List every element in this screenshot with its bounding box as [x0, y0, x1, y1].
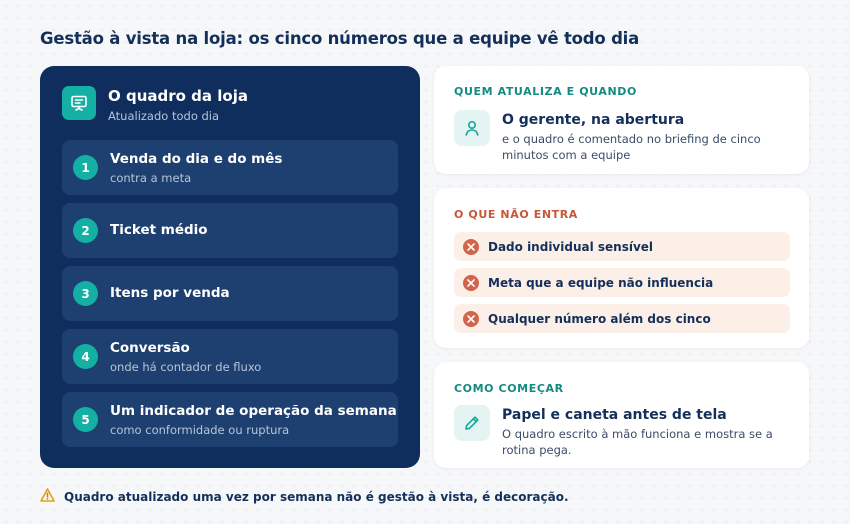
board-subtitle: Atualizado todo dia — [108, 109, 220, 123]
x-circle-icon — [463, 275, 479, 291]
x-circle-icon — [463, 239, 479, 255]
store-board-panel — [40, 66, 420, 468]
metric-item — [62, 140, 398, 195]
card-kicker: COMO COMEÇAR — [454, 382, 564, 395]
board-header — [62, 86, 248, 123]
metric-label: Venda do dia e do mês — [110, 151, 283, 167]
presentation-board-icon — [62, 86, 96, 120]
metric-number: 2 — [73, 218, 98, 243]
metric-item — [62, 203, 398, 258]
card-heading: O gerente, na abertura — [502, 112, 685, 128]
card-text: e o quadro é comentado no briefing de cinco minutos com a equipe — [502, 132, 761, 162]
metric-item — [62, 266, 398, 321]
board-title: O quadro da loja — [108, 87, 248, 105]
pencil-icon — [454, 405, 490, 441]
metric-item — [62, 392, 398, 447]
excluded-item-label: Qualquer número além dos cinco — [488, 311, 711, 326]
metric-number: 1 — [73, 155, 98, 180]
how-to-start-card — [434, 362, 809, 468]
metric-number: 4 — [73, 344, 98, 369]
card-kicker: QUEM ATUALIZA E QUANDO — [454, 85, 637, 98]
person-icon — [454, 110, 490, 146]
metric-label: Conversão — [110, 340, 190, 356]
metric-note: contra a meta — [110, 171, 192, 185]
excluded-item-label: Dado individual sensível — [488, 239, 654, 254]
excluded-item — [454, 304, 790, 333]
card-kicker: O QUE NÃO ENTRA — [454, 208, 578, 221]
metric-item — [62, 329, 398, 384]
metric-number: 3 — [73, 281, 98, 306]
excluded-item — [454, 232, 790, 261]
warning-icon — [40, 487, 55, 506]
footer-warning — [40, 487, 569, 506]
excluded-item — [454, 268, 790, 297]
metric-label: Ticket médio — [110, 222, 208, 238]
card-heading: Papel e caneta antes de tela — [502, 407, 727, 423]
card-text: O quadro escrito à mão funciona e mostra se a rotina pega. — [502, 427, 773, 457]
metric-label: Itens por venda — [110, 285, 230, 301]
x-circle-icon — [463, 311, 479, 327]
metric-number: 5 — [73, 407, 98, 432]
who-updates-card — [434, 66, 809, 174]
excluded-item-label: Meta que a equipe não influencia — [488, 275, 714, 290]
excluded-card — [434, 188, 809, 348]
page-title: Gestão à vista na loja: os cinco números que a equipe vê todo dia — [40, 29, 640, 48]
metric-label: Um indicador de operação da semana — [110, 403, 397, 419]
metric-note: onde há contador de fluxo — [110, 360, 262, 374]
footer-text: Quadro atualizado uma vez por semana não é gestão à vista, é decoração. — [64, 489, 569, 504]
metric-note: como conformidade ou ruptura — [110, 423, 290, 437]
